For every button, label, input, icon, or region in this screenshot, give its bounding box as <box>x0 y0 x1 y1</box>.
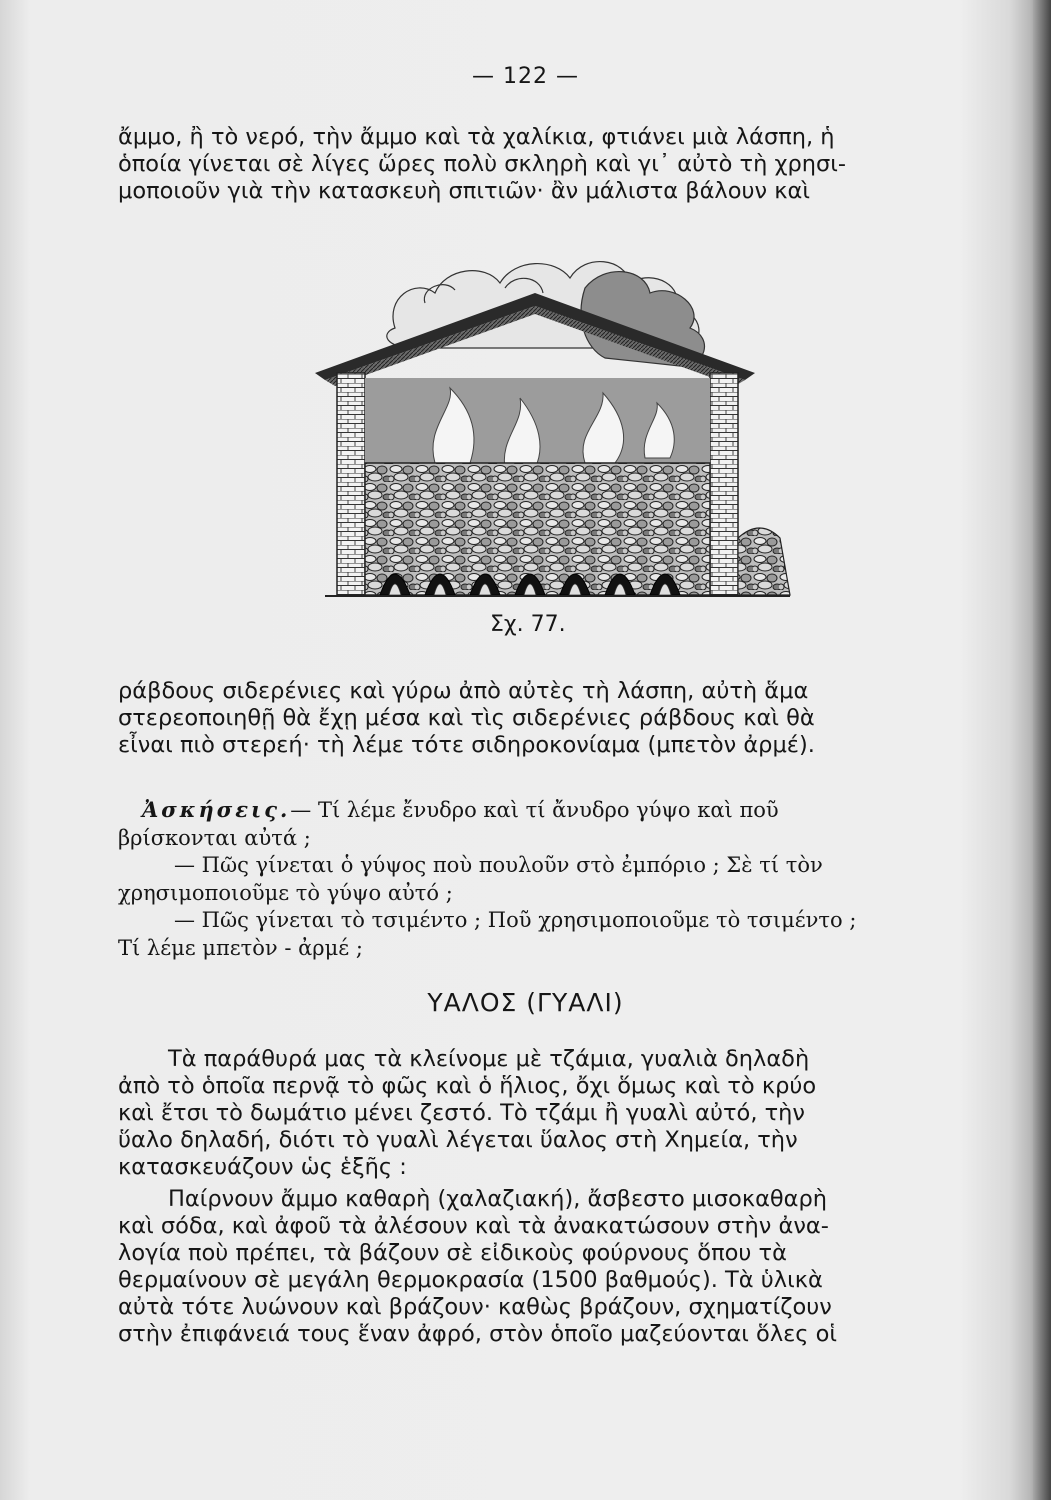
exercises-block <box>118 796 960 962</box>
text-line: στὴν ἐπιφάνειά τους ἕναν ἀφρό, στὸν ὁποῖο μαζεύονται ὅλες οἱ <box>118 1321 838 1347</box>
exercise-line: βρίσκονται αὐτά ; <box>118 825 311 850</box>
page-gutter-shadow <box>1033 0 1051 1500</box>
text-line: λογία ποὺ πρέπει, τὰ βάζουν σὲ εἰδικοὺς φούρνους ὅπου τὰ <box>118 1240 787 1266</box>
exercise-line <box>118 796 960 825</box>
text-line: θερμαίνουν σὲ μεγάλη θερμοκρασία (1500 βαθμούς). Τὰ ὑλικὰ <box>118 1267 823 1293</box>
paragraph-glass-intro <box>118 1046 960 1181</box>
exercise-line: Τί λέμε μπετὸν - ἀρμέ ; <box>118 935 363 960</box>
text-line: κατασκευάζουν ὡς ἑξῆς : <box>118 1154 407 1180</box>
text-line: καὶ ἔτσι τὸ δωμάτιο μένει ζεστό. Τὸ τζάμι ἢ γυαλὶ αὐτό, τὴν <box>118 1100 805 1126</box>
text-line: ἄμμο, ἢ τὸ νερό, τὴν ἄμμο καὶ τὰ χαλίκια, φτιάνει μιὰ λάσπη, ἡ <box>118 124 835 150</box>
stacked-limestone <box>365 463 710 595</box>
text-line: ὁποία γίνεται σὲ λίγες ὥρες πολὺ σκληρὴ καὶ γι᾽ αὐτὸ τὴ χρησι- <box>118 151 847 177</box>
text-line: μοποιοῦν γιὰ τὴν κατασκευὴ σπιτιῶν· ἂν μάλιστα βάλουν καὶ <box>118 178 810 204</box>
text-line: Τὰ παράθυρά μας τὰ κλείνομε μὲ τζάμια, γυαλιὰ δηλαδὴ <box>168 1046 810 1072</box>
paragraph-glass-process <box>118 1186 960 1348</box>
text-line: εἶναι πιὸ στερεή· τὴ λέμε τότε σιδηροκονίαμα (μπετὸν ἀρμέ). <box>118 732 815 758</box>
exercise-line: — Πῶς γίνεται ὁ γύψος ποὺ πουλοῦν στὸ ἐμπόριο ; Σὲ τί τὸν <box>174 853 823 877</box>
text-line: ἀπὸ τὸ ὁποῖα περνᾷ τὸ φῶς καὶ ὁ ἥλιος, ὄχι ὅμως καὶ τὸ κρύο <box>118 1073 817 1099</box>
page-number: — 122 — <box>472 64 579 89</box>
figure-caption: Σχ. 77. <box>490 612 566 637</box>
exercise-line: χρησιμοποιοῦμε τὸ γύψο αὐτό ; <box>118 880 453 905</box>
exercise-question: — Τί λέμε ἔνυδρο καὶ τί ἄνυδρο γύψο καὶ ποῦ <box>290 798 779 822</box>
text-line: αὐτὰ τότε λυώνουν καὶ βράζουν· καθὼς βράζουν, σχηματίζουν <box>118 1294 832 1320</box>
text-line: καὶ σόδα, καὶ ἀφοῦ τὰ ἀλέσουν καὶ τὰ ἀνακατώσουν στὴν ἀνα- <box>118 1213 829 1239</box>
text-line: ὕαλο δηλαδή, διότι τὸ γυαλὶ λέγεται ὕαλος στὴ Χημεία, τὴν <box>118 1127 798 1153</box>
exercises-label: Ἀσκήσεις. <box>142 797 291 822</box>
left-wall <box>337 373 365 595</box>
lime-kiln-illustration <box>285 248 795 608</box>
paragraph-top <box>118 124 960 205</box>
section-heading: ΥΑΛΟΣ (ΓΥΑΛΙ) <box>427 988 624 1017</box>
right-wall <box>710 373 738 595</box>
text-line: στερεοποιηθῇ θὰ ἔχῃ μέσα καὶ τὶς σιδερένιες ράβδους καὶ θὰ <box>118 705 815 731</box>
text-line: Παίρνουν ἄμμο καθαρὴ (χαλαζιακή), ἄσβεστο μισοκαθαρὴ <box>168 1186 828 1212</box>
paragraph-after-figure <box>118 678 960 759</box>
text-line: ράβδους σιδερένιες καὶ γύρω ἀπὸ αὐτὲς τὴ λάσπη, αὐτὴ ἅμα <box>118 678 809 704</box>
stone-pile <box>738 528 790 595</box>
exercise-line: — Πῶς γίνεται τὸ τσιμέντο ; Ποῦ χρησιμοποιοῦμε τὸ τσιμέντο ; <box>174 908 857 932</box>
